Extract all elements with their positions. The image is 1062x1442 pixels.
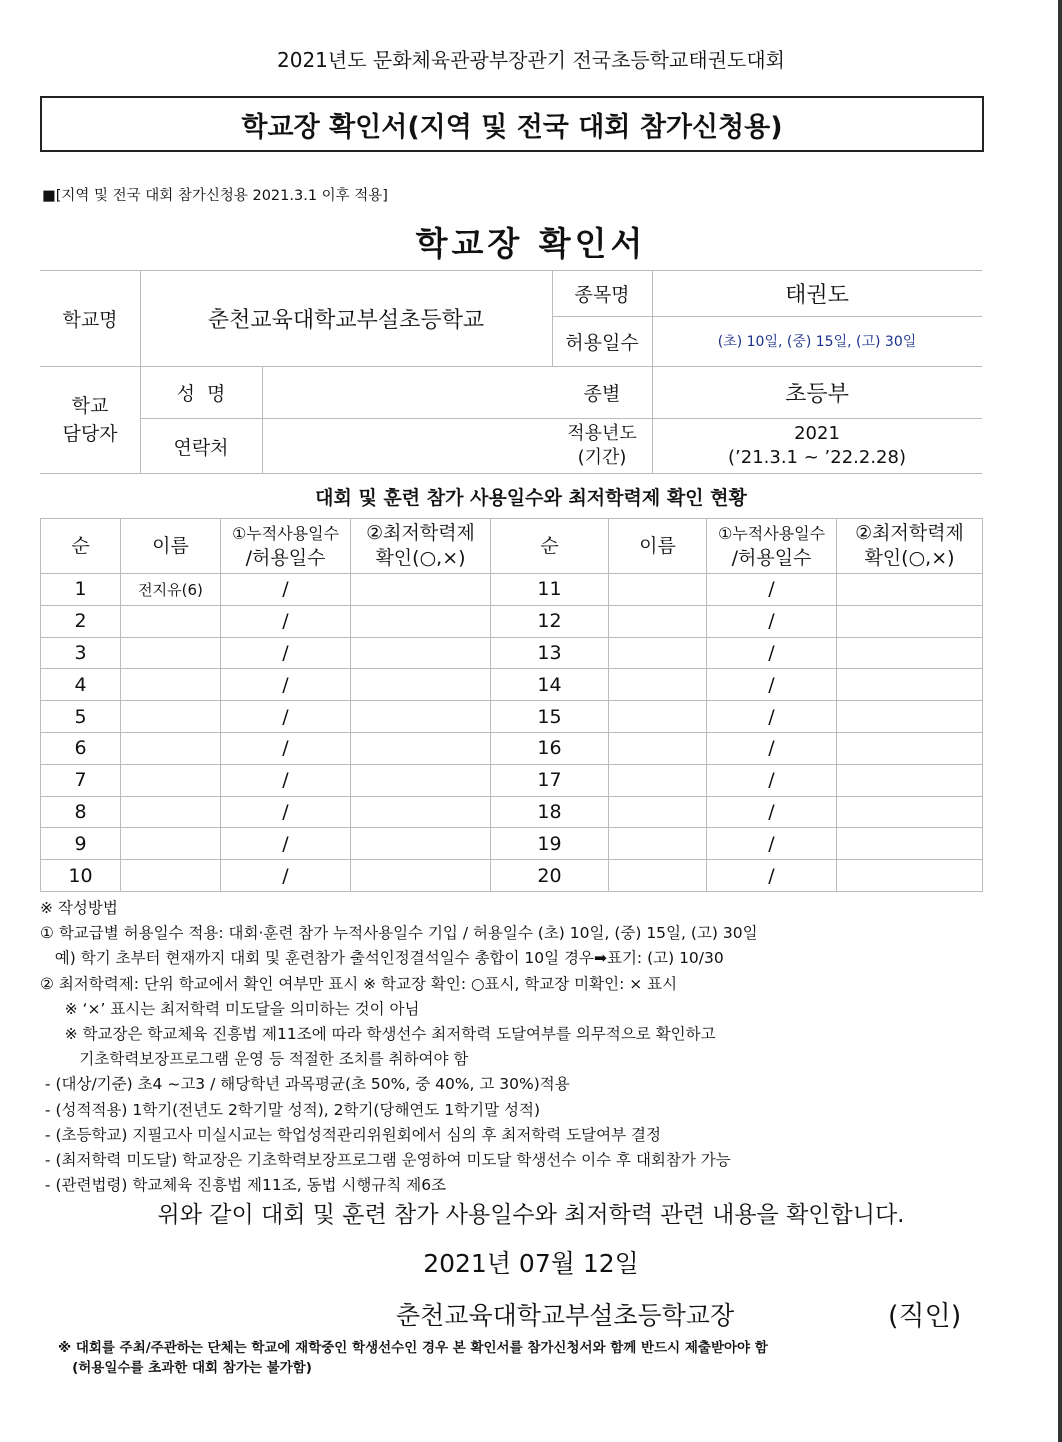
seq-cell: 11 xyxy=(491,574,609,606)
footnote-line: (허용일수를 초과한 대회 참가는 불가함) xyxy=(58,1360,312,1376)
guide-line: - (최저학력 미도달) 학교장은 기초학력보장프로그램 운영하여 미도달 학생선수 이수 후 대회참가 가능 xyxy=(40,1151,731,1170)
footnote xyxy=(58,1338,768,1378)
header-days-right xyxy=(707,519,837,574)
check-cell xyxy=(351,701,491,733)
name-cell xyxy=(609,828,707,860)
seq-cell: 2 xyxy=(41,605,121,637)
days-cell: / xyxy=(707,605,837,637)
days-cell: / xyxy=(221,637,351,669)
check-cell xyxy=(837,764,983,796)
division-value: 초등부 xyxy=(785,381,849,407)
official-seal: (직인) xyxy=(888,1301,962,1332)
division-label: 종별 xyxy=(583,382,621,405)
name-cell xyxy=(609,764,707,796)
check-cell xyxy=(837,701,983,733)
days-cell: / xyxy=(221,574,351,606)
name-cell xyxy=(609,637,707,669)
staff-label-line2: 담당자 xyxy=(62,423,118,445)
header-seq-right: 순 xyxy=(491,519,609,574)
check-cell xyxy=(351,828,491,860)
header-name-right: 이름 xyxy=(609,519,707,574)
name-cell xyxy=(121,828,221,860)
seq-cell: 8 xyxy=(41,796,121,828)
seq-cell: 7 xyxy=(41,764,121,796)
name-cell xyxy=(121,796,221,828)
check-cell xyxy=(351,732,491,764)
check-cell xyxy=(837,637,983,669)
name-cell xyxy=(609,732,707,764)
apply-note: ■[지역 및 전국 대회 참가신청용 2021.3.1 이후 적용] xyxy=(42,188,388,204)
header-days-left xyxy=(221,519,351,574)
name-cell xyxy=(121,669,221,701)
guide-line: ※ ‘×’ 표시는 최저학력 미도달을 의미하는 것이 아님 xyxy=(40,999,420,1018)
seq-cell: 5 xyxy=(41,701,121,733)
days-cell: / xyxy=(707,732,837,764)
seq-cell: 13 xyxy=(491,637,609,669)
year-label xyxy=(552,418,652,474)
guide-line: ※ 작성방법 xyxy=(40,899,118,917)
check-cell xyxy=(837,732,983,764)
guide-line: - (초등학교) 지필고사 미실시교는 학업성적관리위원회에서 심의 후 최저학력 도달여부 결정 xyxy=(40,1125,661,1144)
roster-header-row xyxy=(41,519,983,574)
seq-cell: 12 xyxy=(491,605,609,637)
days-cell: / xyxy=(221,764,351,796)
header-days-line1: ①누적사용일수 xyxy=(231,524,340,543)
seq-cell: 3 xyxy=(41,637,121,669)
days-cell: / xyxy=(221,605,351,637)
name-cell xyxy=(609,574,707,606)
header-check-line2: 확인(○,×) xyxy=(864,547,955,569)
header-check-line2: 확인(○,×) xyxy=(375,547,466,569)
table-row xyxy=(41,574,983,606)
school-label: 학교명 xyxy=(62,308,118,331)
days-cell: / xyxy=(221,669,351,701)
allowed-days-label: 허용일수 xyxy=(565,331,639,354)
name-cell xyxy=(609,669,707,701)
header-days-line1: ①누적사용일수 xyxy=(717,524,826,543)
header-check-line1: ②최저학력제 xyxy=(855,522,964,544)
header-days-line2: /허용일수 xyxy=(731,547,812,569)
seq-cell: 16 xyxy=(491,732,609,764)
contact-value xyxy=(262,418,552,474)
table-row xyxy=(41,637,983,669)
roster-table xyxy=(40,518,983,892)
seq-cell: 1 xyxy=(41,574,121,606)
check-cell xyxy=(837,574,983,606)
form-title xyxy=(40,96,984,152)
seq-cell: 14 xyxy=(491,669,609,701)
guide-line: ① 학교급별 허용일수 적용: 대회·훈련 참가 누적사용일수 기입 / 허용일수 (초) 10일, (중) 15일, (고) 30일 xyxy=(40,924,758,943)
check-cell xyxy=(837,796,983,828)
days-cell: / xyxy=(707,574,837,606)
check-cell xyxy=(351,605,491,637)
header-check-left xyxy=(351,519,491,574)
seq-cell: 6 xyxy=(41,732,121,764)
guide-line: ② 최저학력제: 단위 학교에서 확인 여부만 표시 ※ 학교장 확인: ○표시, 학교장 미확인: × 표시 xyxy=(40,974,678,993)
confirm-statement: 위와 같이 대회 및 훈련 참가 사용일수와 최저학력 관련 내용을 확인합니다. xyxy=(157,1202,905,1228)
guide-line: - (대상/기준) 초4 ~고3 / 해당학년 과목평균(초 50%, 중 40%, 고 30%)적용 xyxy=(40,1075,570,1094)
footnote-line: ※ 대회를 주최/주관하는 단체는 학교에 재학중인 학생선수인 경우 본 확인서를 참가신청서와 함께 반드시 제출받아야 함 xyxy=(58,1340,768,1356)
school-name: 춘천교육대학교부설초등학교 xyxy=(207,307,485,333)
days-cell: / xyxy=(707,796,837,828)
year-label-line2: (기간) xyxy=(577,447,627,468)
table-row xyxy=(41,605,983,637)
name-cell xyxy=(121,860,221,892)
guide-line: - (성적적용) 1학기(전년도 2학기말 성적), 2학기(당해연도 1학기말 성적) xyxy=(40,1100,540,1119)
issue-date: 2021년 07월 12일 xyxy=(423,1249,639,1278)
seq-cell: 15 xyxy=(491,701,609,733)
name-cell xyxy=(121,701,221,733)
name-cell xyxy=(609,860,707,892)
check-cell xyxy=(351,669,491,701)
check-cell xyxy=(837,605,983,637)
table-row xyxy=(41,860,983,892)
days-cell: / xyxy=(221,828,351,860)
table-row xyxy=(41,796,983,828)
principal-name: 춘천교육대학교부설초등학교장 xyxy=(396,1301,735,1330)
table-row xyxy=(41,701,983,733)
check-cell xyxy=(351,637,491,669)
section-title: 대회 및 훈련 참가 사용일수와 최저학력제 확인 현황 xyxy=(315,487,747,509)
header-days-line2: /허용일수 xyxy=(245,547,326,569)
check-cell xyxy=(351,860,491,892)
name-value xyxy=(262,366,552,418)
seq-cell: 18 xyxy=(491,796,609,828)
header-name-left: 이름 xyxy=(121,519,221,574)
check-cell xyxy=(837,828,983,860)
guide-line: 기초학력보장프로그램 운영 등 적절한 조치를 취하여야 함 xyxy=(40,1050,469,1069)
days-cell: / xyxy=(707,764,837,796)
name-cell xyxy=(121,605,221,637)
days-cell: / xyxy=(707,701,837,733)
staff-label xyxy=(40,366,140,474)
info-grid xyxy=(40,270,982,474)
table-row xyxy=(41,732,983,764)
guide-line: 예) 학기 초부터 현재까지 대회 및 훈련참가 출석인정결석일수 총합이 10일 경우➡표기: (고) 10/30 xyxy=(40,949,724,968)
name-cell xyxy=(609,796,707,828)
check-cell xyxy=(351,796,491,828)
staff-label-line1: 학교 xyxy=(71,395,109,417)
days-cell: / xyxy=(707,860,837,892)
seq-cell: 9 xyxy=(41,828,121,860)
seq-cell: 20 xyxy=(491,860,609,892)
table-row xyxy=(41,828,983,860)
name-cell xyxy=(121,732,221,764)
event-title: 2021년도 문화체육관광부장관기 전국초등학교태권도대회 xyxy=(277,48,785,72)
year-value-line2: (’21.3.1 ~ ’22.2.28) xyxy=(728,447,906,468)
writing-guide xyxy=(40,896,980,1198)
days-cell: / xyxy=(221,701,351,733)
year-value-line1: 2021 xyxy=(794,423,840,444)
name-cell xyxy=(609,701,707,733)
days-cell: / xyxy=(707,828,837,860)
doc-title: 학교장 확인서 xyxy=(415,224,647,263)
event-label: 종목명 xyxy=(574,283,630,306)
check-cell xyxy=(837,860,983,892)
contact-label: 연락처 xyxy=(173,436,229,459)
year-label-line1: 적용년도 xyxy=(567,423,637,444)
table-row xyxy=(41,764,983,796)
header-check-right xyxy=(837,519,983,574)
form-title-text: 학교장 확인서(지역 및 전국 대회 참가신청용) xyxy=(241,111,783,143)
check-cell xyxy=(351,764,491,796)
header-check-line1: ②최저학력제 xyxy=(366,522,475,544)
check-cell xyxy=(837,669,983,701)
seq-cell: 17 xyxy=(491,764,609,796)
table-row xyxy=(41,669,983,701)
seq-cell: 4 xyxy=(41,669,121,701)
days-cell: / xyxy=(221,796,351,828)
days-cell: / xyxy=(707,637,837,669)
seq-cell: 19 xyxy=(491,828,609,860)
seq-cell: 10 xyxy=(41,860,121,892)
name-cell xyxy=(121,764,221,796)
days-cell: / xyxy=(221,860,351,892)
days-cell: / xyxy=(707,669,837,701)
year-value xyxy=(652,418,982,474)
guide-line: ※ 학교장은 학교체육 진흥법 제11조에 따라 학생선수 최저학력 도달여부를 의무적으로 확인하고 xyxy=(40,1025,716,1044)
name-label: 성 명 xyxy=(176,382,226,405)
days-cell: / xyxy=(221,732,351,764)
allowed-days-value: (초) 10일, (중) 15일, (고) 30일 xyxy=(717,334,917,350)
name-cell xyxy=(121,637,221,669)
header-seq-left: 순 xyxy=(41,519,121,574)
guide-line: - (관련법령) 학교체육 진흥법 제11조, 동법 시행규칙 제6조 xyxy=(40,1176,447,1195)
check-cell xyxy=(351,574,491,606)
name-cell xyxy=(609,605,707,637)
name-cell: 전지유(6) xyxy=(121,574,221,606)
event-value: 태권도 xyxy=(785,282,849,308)
